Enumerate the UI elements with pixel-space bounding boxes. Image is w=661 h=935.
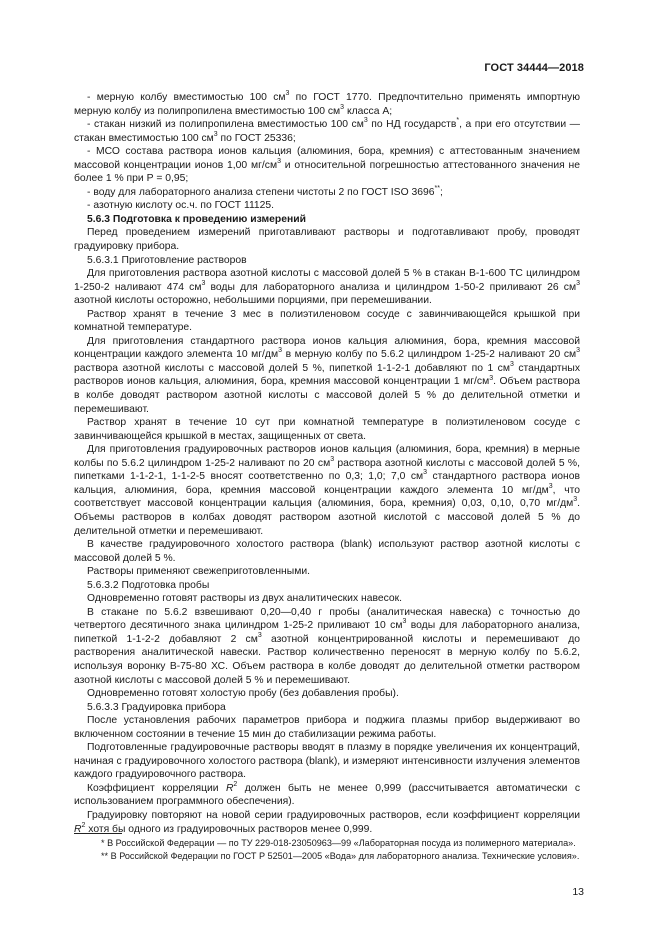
paragraph: Для приготовления раствора азотной кислоты с массовой долей 5 % в стакан В-1-600 ТС цилиндром 1-250-2 наливают 474 $см^3$ воды для лабораторного анализа и цилиндром 1-50-2 приливают 26 $см^3$ азотной кислоты осторожно, небольшими порциями, при перемешивании. bbox=[74, 268, 580, 307]
paragraph: - воду для лабораторного анализа степени чистоты 2 по ГОСТ ISO 3696**; bbox=[87, 184, 443, 198]
paragraph: Перед проведением измерений приготавливают растворы и подготавливают пробу, проводят градуировку прибора. bbox=[74, 227, 580, 253]
page-number: 13 bbox=[572, 886, 584, 898]
paragraph: Раствор хранят в течение 3 мес в полиэтиленовом сосуде с завинчивающейся крышкой при комнатной температуре. bbox=[74, 308, 580, 334]
paragraph: - азотную кислоту ос.ч. по ГОСТ 11125. bbox=[87, 200, 275, 212]
document-code: ГОСТ 34444—2018 bbox=[484, 62, 584, 74]
paragraph: - МСО состава раствора ионов кальция (алюминия, бора, кремния) с аттестованным значением массовой концентрации ионов 1,00 $мг/см^3$ и относительной погрешностью аттестованного значения не более 1 % при Р = 0,95; bbox=[74, 146, 580, 185]
footnote: ** В Российской Федерации по ГОСТ Р 52501—2005 «Вода» для лабораторного анализа. Технические условия». bbox=[101, 850, 580, 861]
paragraph: После установления рабочих параметров прибора и поджига плазмы прибор выдерживают во включенном состоянии в течение 15 мин до стабилизации режима работы. bbox=[74, 715, 580, 740]
paragraph: 5.6.3.1 Приготовление растворов bbox=[87, 254, 247, 266]
footnote: * В Российской Федерации — по ТУ 229-018-23050963—99 «Лабораторная посуда из полимерного материала». bbox=[101, 838, 576, 848]
paragraph: - мерную колбу вместимостью 100 $см^3$ по ГОСТ 1770. Предпочтительно применять импортную мерную колбу из полипропилена вместимостью 100 $см^3$ класса А; bbox=[74, 90, 580, 117]
paragraph: 5.6.3.2 Подготовка пробы bbox=[87, 579, 210, 591]
section-heading: 5.6.3 Подготовка к проведению измерений bbox=[87, 213, 306, 225]
paragraph: Градуировку повторяют на новой серии градуировочных растворов, если коэффициент корреляции $R^2$ хотя бы одного из градуировочных растворов менее 0,999. bbox=[74, 809, 580, 835]
footnotes bbox=[74, 837, 580, 862]
body-text bbox=[74, 91, 580, 836]
paragraph: - стакан низкий из полипропилена вместимостью 100 $см^3$ по НД государств*, а при его отсутствии — стакан вместимостью 100 $см^3$ по ГОСТ 25336; bbox=[74, 117, 580, 144]
paragraph: 5.6.3.3 Градуировка прибора bbox=[87, 701, 226, 713]
paragraph: Одновременно готовят растворы из двух аналитических навесок. bbox=[87, 593, 403, 605]
paragraph: В качестве градуировочного холостого раствора (blank) используют раствор азотной кислоты с массовой долей 5 %. bbox=[74, 539, 580, 564]
paragraph: Для приготовления стандартного раствора ионов кальция алюминия, бора, кремния массовой концентрации каждого элемента 10 $мг/дм^3$ в мерную колбу по 5.6.2 цилиндром 1-25-2 наливают 20 $см^3$ раствора азотной кислоты с массовой долей 5 %, пипеткой 1-1-2-1 добавляют по 1 $см^3$ стандартных растворов ионов кальция, алюминия, бора, кремния массовой концентрации 1 $мг/см^3$. Объем раствора в колбе доводят раствором азотной кислоты с массовой долей 5 % до делительной отметки и перемешивают. bbox=[74, 335, 581, 415]
paragraph: Раствор хранят в течение 10 сут при комнатной температуре в полиэтиленовом сосуде с завинчивающейся крышкой в местах, защищенных от света. bbox=[74, 417, 580, 442]
paragraph: Растворы применяют свежеприготовленными. bbox=[87, 566, 310, 578]
paragraph: Для приготовления градуировочных растворов ионов кальция (алюминия, бора, кремния) в мерные колбы по 5.6.2 цилиндром 1-25-2 наливают по 20 $см^3$ раствора азотной кислоты с массовой долей 5 %, пипетками 1-1-2-1, 1-1-2-5 вносят соответственно по 0,3; 1,0; 7,0 $см^3$ стандартного раствора ионов кальция, алюминия, бора, кремния массовой концентрации каждого элемента 10 $мг/дм^3$, что соответствует массовой концентрации кальция (алюминия, бора, кремния) 0,03, 0,10, 0,70 $мг/дм^3$. Объемы растворов в колбах доводят раствором азотной кислотой с массовой долей 5 % до делительной отметки и перемешивают. bbox=[74, 444, 581, 537]
paragraph: В стакане по 5.6.2 взвешивают 0,20—0,40 г пробы (аналитическая навеска) с точностью до четвертого десятичного знака цилиндром 1-25-2 приливают 10 $см^3$ воды для лабораторного анализа, пипеткой 1-1-2-2 добавляют 2 $см^3$ азотной концентрированной кислоты и перемешивают до растворения аналитической навески. Раствор количественно переносят в мерную колбу по 5.6.2, используя воронку В-75-80 ХС. Объем раствора в колбе доводят до делительной отметки раствором азотной кислоты с массовой долей 5 % и перемешивают. bbox=[74, 606, 580, 686]
footnote-divider bbox=[74, 833, 122, 834]
paragraph: Коэффициент корреляции $R^2$ должен быть не менее 0,999 (рассчитывается автоматически с использованием программного обеспечения). bbox=[74, 780, 580, 808]
paragraph: Одновременно готовят холостую пробу (без добавления пробы). bbox=[87, 688, 399, 700]
paragraph: Подготовленные градуировочные растворы вводят в плазму в порядке увеличения их концентраций, начиная с градуировочного холостого раствора (blank), и измеряют интенсивности излучения элементов каждого градуировочного раствора. bbox=[74, 742, 580, 781]
